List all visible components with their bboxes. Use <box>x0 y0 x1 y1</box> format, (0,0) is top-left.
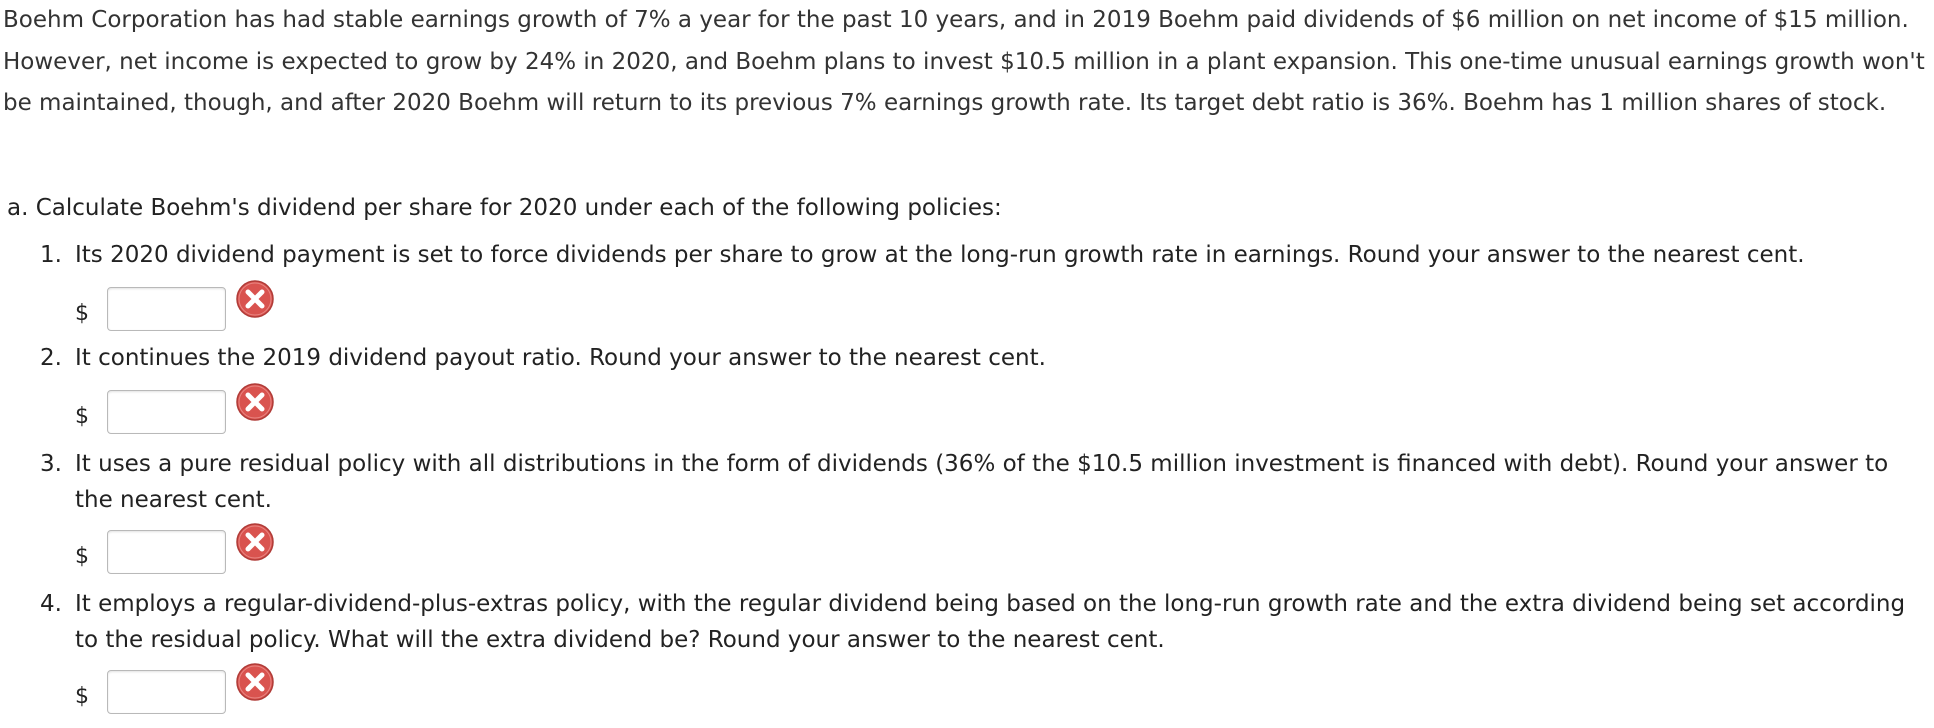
answer-input-1[interactable] <box>107 287 226 331</box>
question-4 <box>40 586 1920 658</box>
question-number: 4. <box>40 591 62 617</box>
answer-input-3[interactable] <box>107 530 226 574</box>
question-text: It employs a regular-dividend-plus-extras policy, with the regular dividend being based on the long-run growth rate and the extra dividend being set according to the residual policy. What will the extra dividend be? Round your answer to the nearest cent. <box>75 591 1906 653</box>
question-3 <box>40 446 1920 518</box>
question-number: 2. <box>40 345 62 371</box>
answer-input-2[interactable] <box>107 390 226 434</box>
currency-symbol: $ <box>75 301 89 326</box>
currency-symbol: $ <box>75 544 89 569</box>
incorrect-x-icon <box>235 279 275 319</box>
part-a-prompt: a. Calculate Boehm's dividend per share for 2020 under each of the following policies: <box>7 195 1002 221</box>
currency-symbol: $ <box>75 684 89 709</box>
question-2 <box>40 340 1920 376</box>
currency-symbol: $ <box>75 404 89 429</box>
question-text: It uses a pure residual policy with all distributions in the form of dividends (36% of the $10.5 million investment is financed with debt). Round your answer to the nearest cent. <box>75 451 1889 513</box>
incorrect-x-icon <box>235 522 275 562</box>
answer-input-4[interactable] <box>107 670 226 714</box>
question-number: 3. <box>40 451 62 477</box>
incorrect-x-icon <box>235 382 275 422</box>
incorrect-x-icon <box>235 662 275 702</box>
problem-intro: Boehm Corporation has had stable earnings growth of 7% a year for the past 10 years, and in 2019 Boehm paid dividends of $6 million on net income of $15 million. However, net income is expected to grow by 24% in 2020, and Boehm plans to invest $10.5 million in a plant expansion. This one-time unusual earnings growth won't be maintained, though, and after 2020 Boehm will return to its previous 7% earnings growth rate. Its target debt ratio is 36%. Boehm has 1 million shares of stock. <box>3 7 1925 116</box>
question-1 <box>40 237 1920 273</box>
question-number: 1. <box>40 242 62 268</box>
question-text: It continues the 2019 dividend payout ratio. Round your answer to the nearest cent. <box>75 345 1046 371</box>
question-text: Its 2020 dividend payment is set to force dividends per share to grow at the long-run growth rate in earnings. Round your answer to the nearest cent. <box>75 242 1805 268</box>
